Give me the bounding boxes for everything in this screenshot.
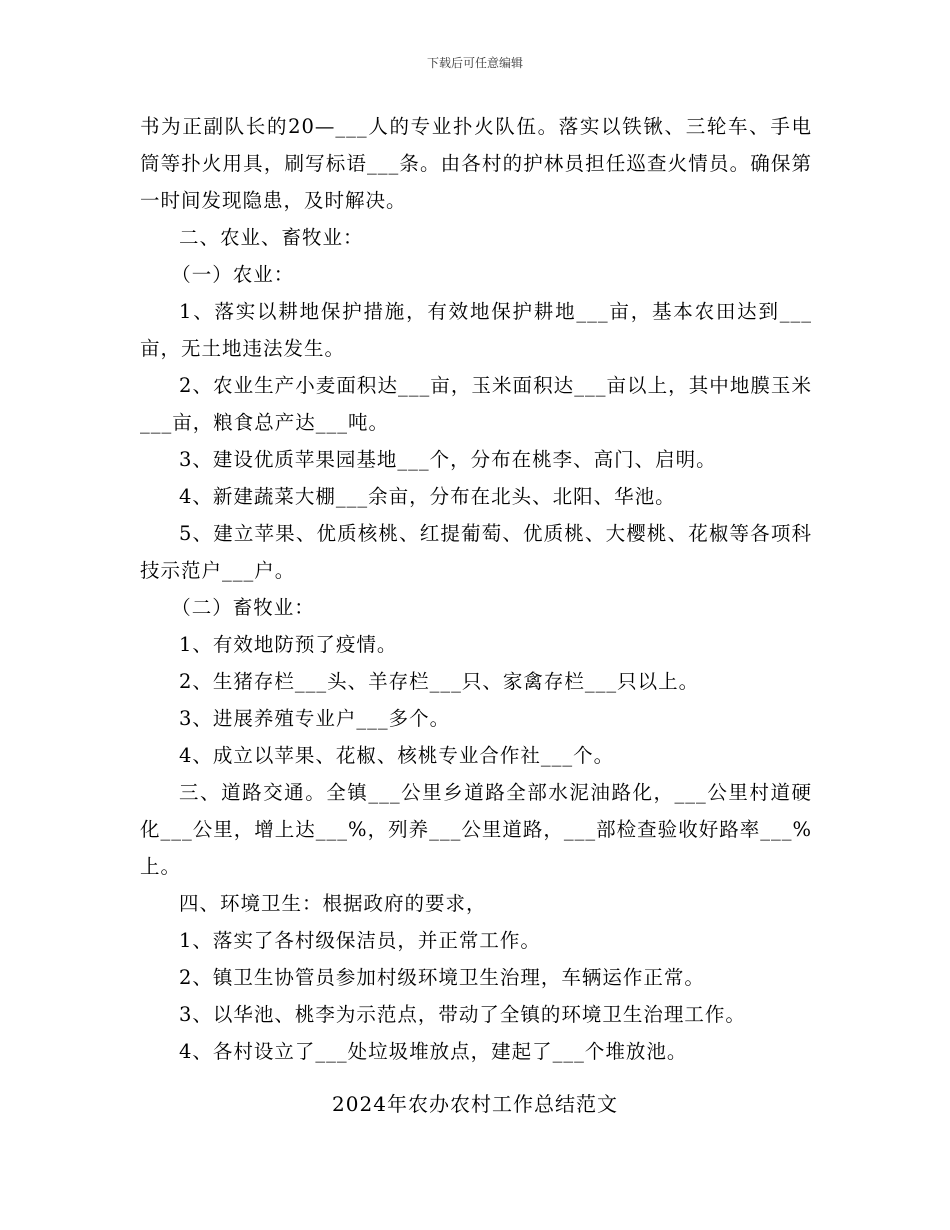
paragraph-fire-team: 书为正副队长的20—___人的专业扑火队伍。落实以铁锹、三轮车、手电筒等扑火用具，刷写标语___条。由各村的护林员担任巡查火情员。确保第一时间发现隐患，及时解决。 (140, 115, 812, 212)
list-item-env-3: 3、以华池、桃李为示范点，带动了全镇的环境卫生治理工作。 (179, 1003, 746, 1026)
list-item-livestock-3: 3、进展养殖专业户___多个。 (179, 707, 451, 730)
subsection-heading-livestock: （二）畜牧业： (171, 596, 315, 619)
subsection-heading-agriculture: （一）农业： (171, 263, 295, 286)
list-item-env-4: 4、各村设立了___处垃圾堆放点，建起了___个堆放池。 (179, 1040, 688, 1063)
section-heading-environment: 四、环境卫生：根据政府的要求， (179, 892, 487, 915)
document-title: 2024年农办农村工作总结范文 (332, 1092, 618, 1116)
list-item-livestock-2: 2、生猪存栏___头、羊存栏___只、家禽存栏___只以上。 (179, 670, 700, 693)
section-heading-agriculture-livestock: 二、农业、畜牧业： (179, 226, 364, 249)
list-item-livestock-1: 1、有效地防预了疫情。 (179, 633, 398, 656)
document-body (140, 108, 812, 1070)
list-item-env-1: 1、落实了各村级保洁员，并正常工作。 (179, 929, 541, 952)
list-item-env-2: 2、镇卫生协管员参加村级环境卫生治理，车辆运作正常。 (179, 966, 705, 989)
section-roads: 三、道路交通。全镇___公里乡道路全部水泥油路化，___公里村道硬化___公里，增上达___%，列养___公里道路，___部检查验收好路率___%上。 (140, 781, 812, 878)
page-header: 下载后可任意编辑 (426, 56, 523, 70)
list-item-agri-1: 1、落实以耕地保护措施，有效地保护耕地___亩，基本农田达到___亩，无土地违法发生。 (140, 300, 812, 360)
list-item-livestock-4: 4、成立以苹果、花椒、核桃专业合作社___个。 (179, 744, 615, 767)
list-item-agri-5: 5、建立苹果、优质核桃、红提葡萄、优质桃、大樱桃、花椒等各项科技示范户___户。 (140, 522, 812, 582)
list-item-agri-3: 3、建设优质苹果园基地___个，分布在桃李、高门、启明。 (179, 448, 717, 471)
list-item-agri-2: 2、农业生产小麦面积达___亩，玉米面积达___亩以上，其中地膜玉米___亩，粮食总产达___吨。 (140, 374, 812, 434)
list-item-agri-4: 4、新建蔬菜大棚___余亩，分布在北头、北阳、华池。 (179, 485, 676, 508)
